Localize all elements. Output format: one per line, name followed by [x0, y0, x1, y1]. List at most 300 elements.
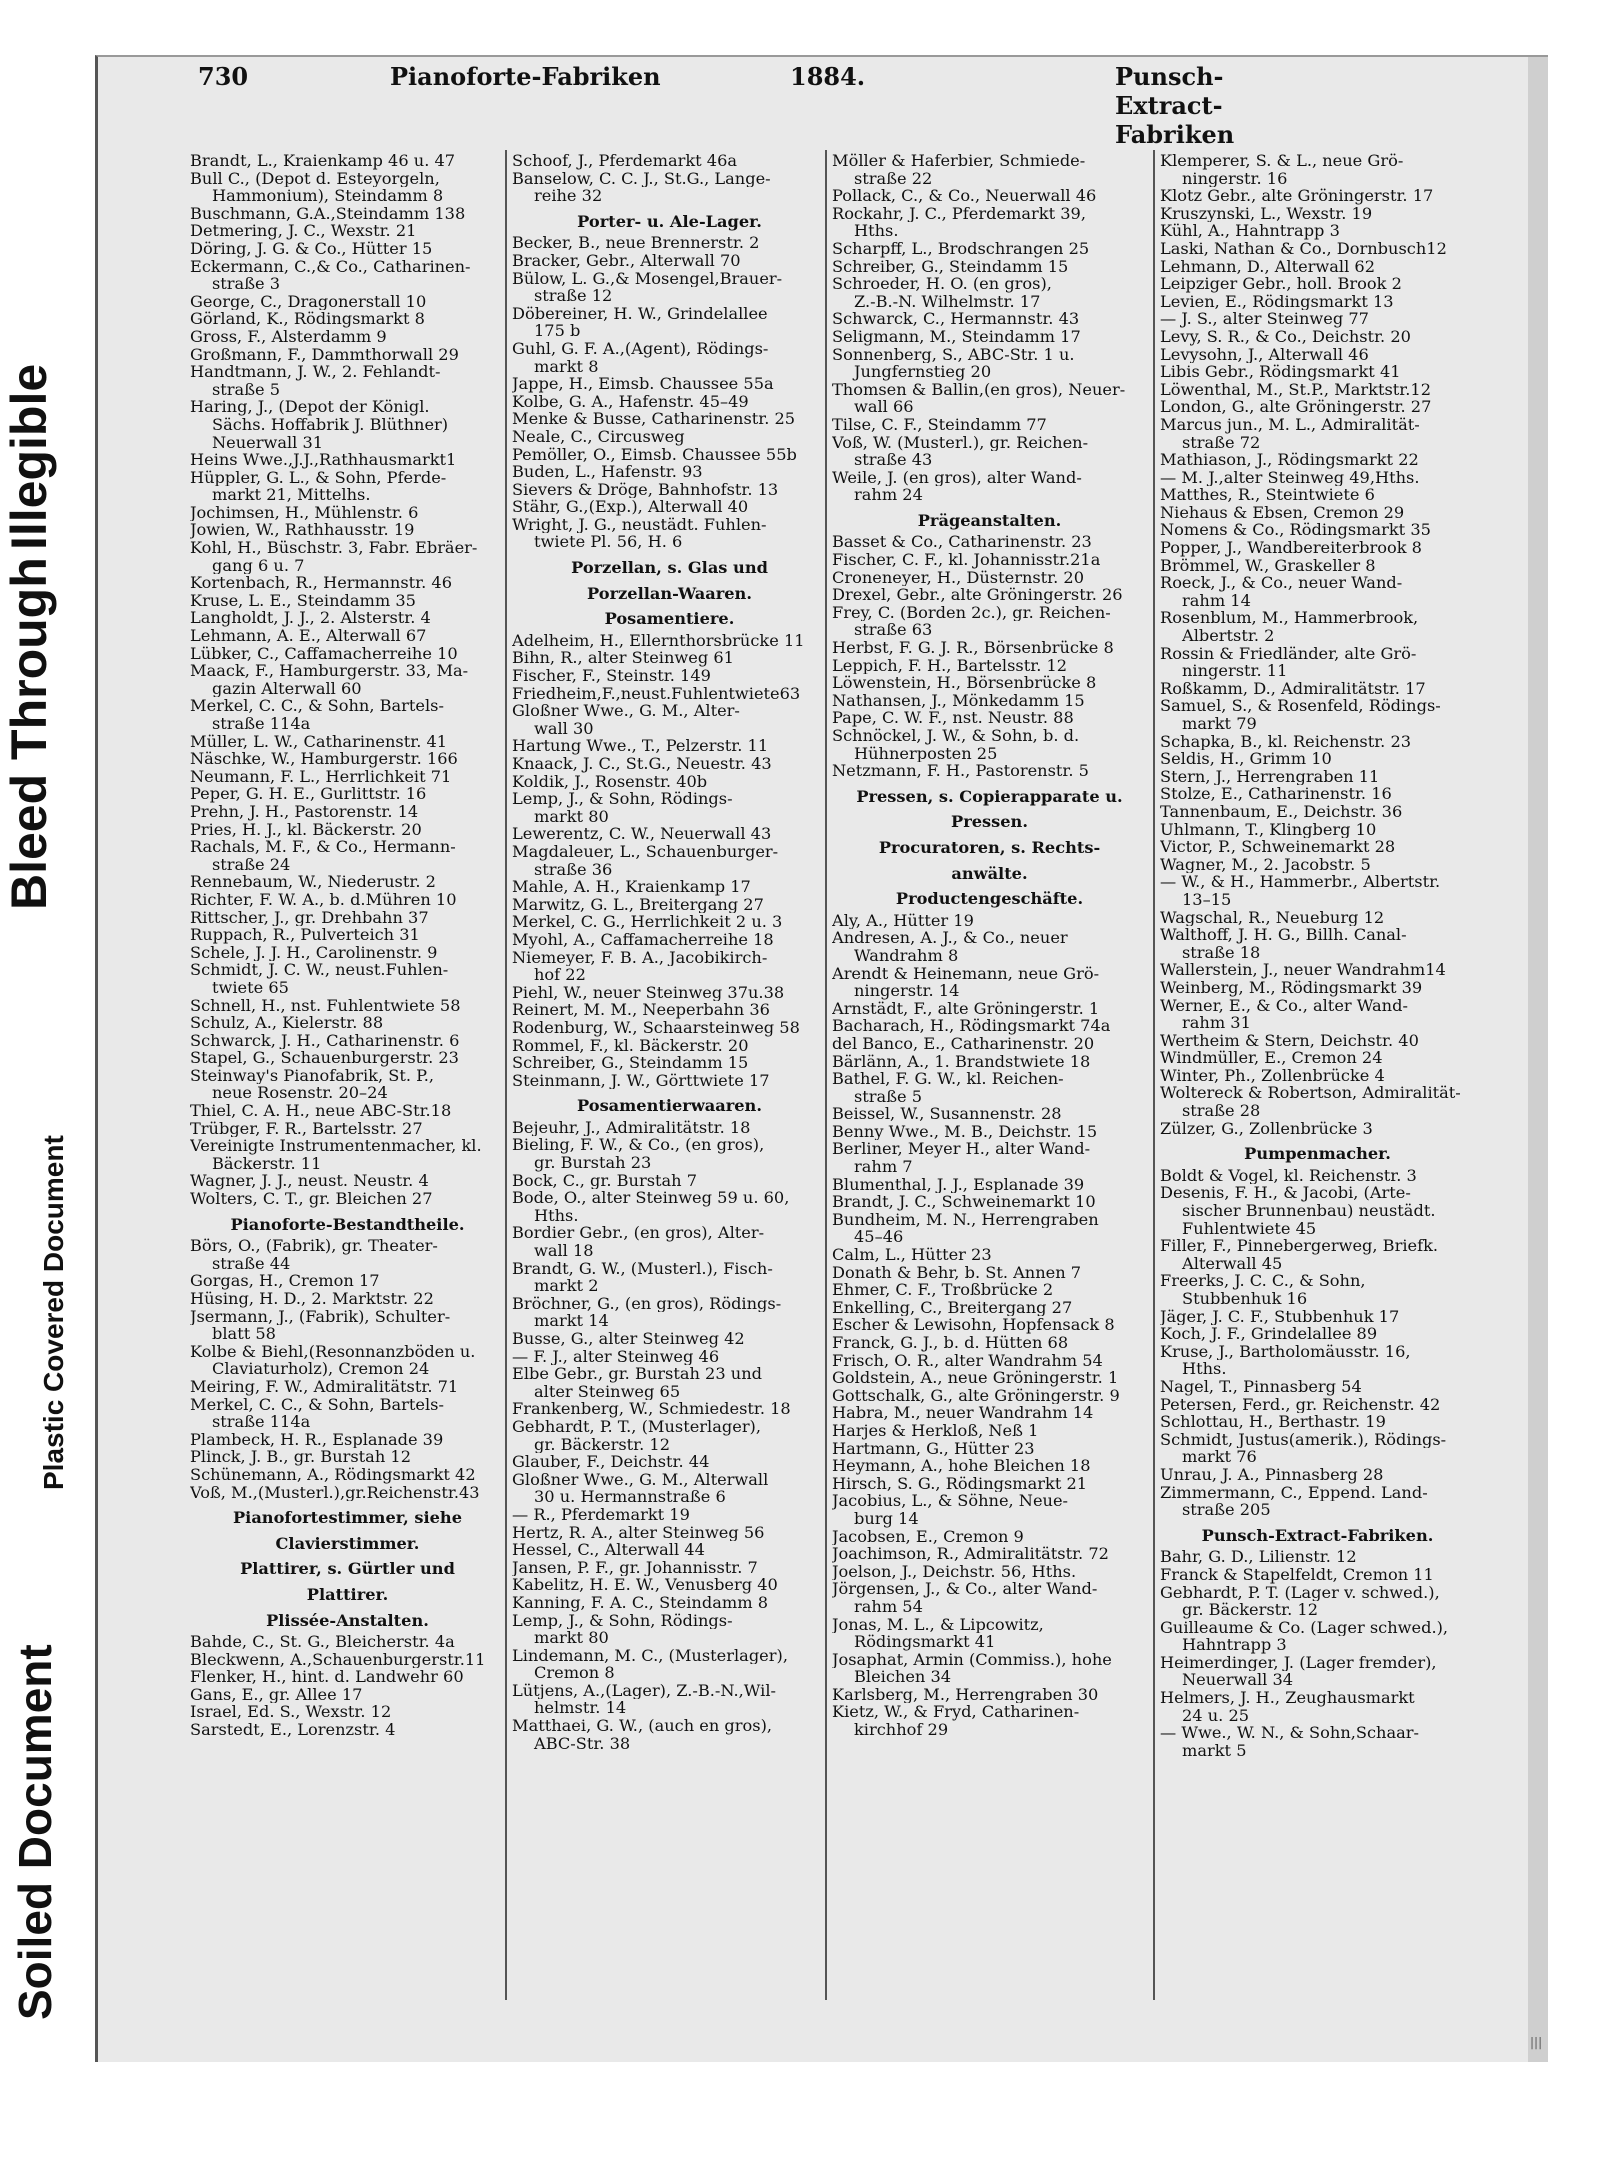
directory-entry: Thiel, C. A. H., neue ABC-Str.18	[190, 1102, 452, 1120]
directory-entry: Bordier Gebr., (en gros), Alter-	[512, 1224, 765, 1243]
directory-entry: Hessel, C., Alterwall 44	[512, 1541, 705, 1559]
directory-entry: Richter, F. W. A., b. d.Mühren 10	[190, 890, 457, 909]
directory-entry: Trübger, F. R., Bartelsstr. 27	[190, 1119, 423, 1138]
directory-entry: Peper, G. H. E., Gurlittstr. 16	[190, 785, 427, 803]
directory-entry: Libis Gebr., Rödingsmarkt 41	[1160, 363, 1401, 381]
directory-entry: Heimerdinger, J. (Lager fremder),	[1160, 1653, 1437, 1672]
entry-continuation: markt 21, Mittelhs.	[212, 486, 371, 504]
directory-entry: Jäger, J. C. F., Stubbenhuk 17	[1160, 1307, 1400, 1326]
directory-entry: Döbereiner, H. W., Grindelallee	[512, 304, 768, 323]
directory-entry: Jonas, M. L., & Lipcowitz,	[832, 1615, 1044, 1634]
directory-entry: Großmann, F., Dammthorwall 29	[190, 345, 459, 364]
entry-continuation: hof 22	[534, 966, 586, 984]
section-heading: Productengeschäfte.	[895, 889, 1084, 909]
directory-entry: Heymann, A., hohe Bleichen 18	[832, 1457, 1091, 1475]
directory-entry: Jörgensen, J., & Co., alter Wand-	[832, 1580, 1098, 1598]
entry-continuation: markt 80	[534, 807, 609, 826]
column-divider	[505, 150, 507, 2000]
directory-entry: Israel, Ed. S., Wexstr. 12	[190, 1703, 392, 1722]
directory-entry: Wertheim & Stern, Deichstr. 40	[1160, 1031, 1419, 1050]
directory-entry: Aly, A., Hütter 19	[832, 911, 974, 930]
directory-entry: Weinberg, M., Rödingsmarkt 39	[1160, 978, 1423, 997]
directory-entry: Guhl, G. F. A.,(Agent), Rödings-	[512, 339, 769, 358]
directory-entry: Herbst, F. G. J. R., Börsenbrücke 8	[832, 639, 1114, 657]
directory-entry: Kruse, J., Bartholomäusstr. 16,	[1160, 1342, 1411, 1361]
directory-entry: Levien, E., Rödingsmarkt 13	[1160, 292, 1394, 311]
directory-entry: — R., Pferdemarkt 19	[512, 1505, 690, 1524]
directory-entry: Lewerentz, C. W., Neuerwall 43	[512, 825, 772, 843]
directory-entry: Adelheim, H., Ellernthorsbrücke 11	[512, 631, 805, 650]
directory-entry: Levy, S. R., & Co., Deichstr. 20	[1160, 327, 1411, 346]
directory-entry: Tilse, C. F., Steindamm 77	[832, 415, 1047, 434]
directory-entry: Vereinigte Instrumentenmacher, kl.	[190, 1137, 482, 1155]
section-heading: Pumpenmacher.	[1244, 1144, 1391, 1164]
directory-entry: Scharpff, L., Brodschrangen 25	[832, 239, 1090, 258]
section-heading: Porzellan-Waaren.	[587, 583, 752, 603]
directory-entry: Pape, C. W. F., nst. Neustr. 88	[832, 709, 1074, 727]
directory-entry: Buden, L., Hafenstr. 93	[512, 463, 703, 481]
directory-entry: Schreiber, G., Steindamm 15	[512, 1054, 749, 1072]
directory-entry: Rossin & Friedländer, alte Grö-	[1160, 644, 1417, 663]
section-heading: Plattirer.	[306, 1584, 389, 1604]
directory-entry: Zimmermann, C., Eppend. Land-	[1160, 1483, 1428, 1502]
directory-entry: Levysohn, J., Alterwall 46	[1160, 345, 1369, 364]
directory-entry: Glauber, F., Deichstr. 44	[512, 1453, 710, 1471]
entry-continuation: straße 43	[854, 451, 933, 469]
section-heading: Pianoforte-Bestandtheile.	[230, 1214, 465, 1234]
directory-entry: Desenis, F. H., & Jacobi, (Arte-	[1160, 1184, 1411, 1203]
entry-continuation: Fuhlentwiete 45	[1182, 1219, 1317, 1238]
directory-entry: London, G., alte Gröningerstr. 27	[1160, 398, 1432, 416]
entry-continuation: straße 5	[854, 1087, 923, 1106]
directory-entry: Löwenstein, H., Börsenbrücke 8	[832, 674, 1097, 692]
directory-entry: Schünemann, A., Rödingsmarkt 42	[190, 1465, 476, 1484]
directory-entry: Bröchner, G., (en gros), Rödings-	[512, 1294, 782, 1313]
directory-entry: Jsermann, J., (Fabrik), Schulter-	[190, 1307, 451, 1326]
directory-entry: Haring, J., (Depot der Königl.	[190, 398, 430, 416]
entry-continuation: gang 6 u. 7	[212, 556, 305, 575]
entry-continuation: wall 18	[534, 1242, 594, 1260]
directory-entry: Knaack, J. C., St.G., Neuestr. 43	[512, 755, 772, 773]
directory-entry: Franck, G. J., b. d. Hütten 68	[832, 1334, 1069, 1352]
directory-entry: Lindemann, M. C., (Musterlager),	[512, 1646, 788, 1665]
entry-continuation: Neuerwall 34	[1182, 1671, 1294, 1690]
directory-entry: Lehmann, D., Alterwall 62	[1160, 257, 1376, 276]
directory-entry: Koch, J. F., Grindelallee 89	[1160, 1325, 1378, 1343]
directory-entry: Petersen, Ferd., gr. Reichenstr. 42	[1160, 1395, 1441, 1414]
entry-continuation: sischer Brunnenbau) neustädt.	[1182, 1202, 1436, 1220]
directory-entry: Gebhardt, P. T. (Lager v. schwed.),	[1160, 1583, 1440, 1602]
directory-entry: Bülow, L. G.,& Mosengel,Brauer-	[512, 269, 783, 288]
header-left-title: Pianoforte-Fabriken	[390, 62, 661, 91]
directory-entry: Döring, J. G. & Co., Hütter 15	[190, 239, 433, 258]
entry-continuation: Hths.	[534, 1206, 579, 1225]
directory-entry: Netzmann, F. H., Pastorenstr. 5	[832, 762, 1089, 780]
directory-entry: Friedheim,F.,neust.Fuhlentwiete63	[512, 684, 801, 703]
directory-entry: Harjes & Herkloß, Neß 1	[832, 1421, 1039, 1440]
directory-entry: Escher & Lewisohn, Hopfensack 8	[832, 1316, 1115, 1334]
directory-entry: Hartmann, G., Hütter 23	[832, 1439, 1035, 1458]
column-2	[512, 152, 827, 1752]
directory-entry: Mathiason, J., Rödingsmarkt 22	[1160, 451, 1419, 469]
directory-entry: Buschmann, G.A.,Steindamm 138	[190, 204, 466, 223]
side-label-bleed: Bleed Through	[1, 557, 57, 910]
entry-continuation: ningerstr. 16	[1182, 169, 1288, 188]
entry-continuation: Sächs. Hoffabrik J. Blüthner)	[212, 415, 449, 434]
directory-entry: Lehmann, A. E., Alterwall 67	[190, 627, 427, 645]
entry-continuation: rahm 31	[1182, 1014, 1251, 1032]
directory-entry: — Wwe., W. N., & Sohn,Schaar-	[1160, 1724, 1419, 1742]
directory-entry: Bracker, Gebr., Alterwall 70	[512, 251, 741, 270]
directory-entry: Bacharach, H., Rödingsmarkt 74a	[832, 1017, 1111, 1035]
directory-entry: Croneneyer, H., Düsternstr. 20	[832, 568, 1085, 587]
directory-entry: Ehmer, C. F., Troßbrücke 2	[832, 1281, 1054, 1299]
directory-entry: Kohl, H., Büschstr. 3, Fabr. Ebräer-	[190, 539, 478, 557]
section-heading: Posamentierwaaren.	[577, 1096, 762, 1116]
entry-continuation: markt 80	[534, 1629, 609, 1647]
directory-entry: Görland, K., Rödingsmarkt 8	[190, 310, 425, 328]
directory-entry: Rommel, F., kl. Bäckerstr. 20	[512, 1036, 749, 1055]
entry-continuation: rahm 7	[854, 1158, 913, 1176]
directory-entry: Frankenberg, W., Schmiedestr. 18	[512, 1400, 791, 1418]
entry-continuation: Z.-B.-N. Wilhelmstr. 17	[854, 292, 1041, 311]
directory-entry: Zülzer, G., Zollenbrücke 3	[1160, 1119, 1373, 1138]
section-heading: Posamentiere.	[604, 609, 735, 629]
entry-continuation: rahm 24	[854, 486, 923, 504]
directory-entry: Heins Wwe.,J.J.,Rathhausmarkt1	[190, 451, 457, 469]
directory-entry: Busse, G., alter Steinweg 42	[512, 1330, 745, 1348]
entry-continuation: gr. Bäckerstr. 12	[534, 1435, 671, 1454]
section-heading: Plattirer, s. Gürtler und	[240, 1559, 455, 1579]
entry-continuation: straße 5	[212, 380, 281, 399]
directory-entry: Gross, F., Alsterdamm 9	[190, 327, 387, 346]
directory-entry: Benny Wwe., M. B., Deichstr. 15	[832, 1122, 1098, 1141]
directory-entry: Kühl, A., Hahntrapp 3	[1160, 222, 1340, 240]
entry-continuation: twiete 65	[212, 978, 289, 997]
entry-continuation: straße 63	[854, 621, 933, 640]
directory-entry: Müller, L. W., Catharinenstr. 41	[190, 732, 448, 751]
directory-entry: Jochimsen, H., Mühlenstr. 6	[190, 503, 419, 522]
entry-continuation: straße 72	[1182, 433, 1261, 452]
directory-entry: Piehl, W., neuer Steinweg 37u.38	[512, 983, 785, 1002]
directory-entry: Sonnenberg, S., ABC-Str. 1 u.	[832, 345, 1075, 364]
section-heading: anwälte.	[951, 863, 1028, 883]
directory-entry: Handtmann, J. W., 2. Fehlandt-	[190, 363, 441, 381]
directory-entry: Marcus jun., M. L., Admiralität-	[1160, 415, 1420, 434]
directory-entry: Jowien, W., Rathhausstr. 19	[190, 521, 415, 540]
directory-entry: — J. S., alter Steinweg 77	[1160, 310, 1369, 328]
directory-entry: Nathansen, J., Mönkedamm 15	[832, 691, 1085, 710]
directory-entry: Karlsberg, M., Herrengraben 30	[832, 1685, 1099, 1704]
directory-entry: Sievers & Dröge, Bahnhofstr. 13	[512, 480, 779, 499]
column-4	[1160, 152, 1475, 1759]
directory-entry: Rockahr, J. C., Pferdemarkt 39,	[832, 204, 1086, 223]
directory-entry: Matthaei, G. W., (auch en gros),	[512, 1717, 773, 1735]
directory-entry: Gloßner Wwe., G. M., Alter-	[512, 702, 740, 720]
directory-entry: Pollack, C., & Co., Neuerwall 46	[832, 187, 1097, 205]
section-heading: Punsch-Extract-Fabriken.	[1201, 1525, 1434, 1545]
directory-entry: Bleckwenn, A.,Schauenburgerstr.11	[190, 1650, 486, 1669]
directory-entry: Schlottau, H., Berthastr. 19	[1160, 1413, 1386, 1431]
directory-entry: Enkelling, C., Breitergang 27	[832, 1298, 1073, 1317]
directory-entry: Schmidt, Justus(amerik.), Rödings-	[1160, 1430, 1447, 1449]
directory-entry: Boldt & Vogel, kl. Reichenstr. 3	[1160, 1166, 1417, 1185]
directory-entry: Magdaleuer, L., Schauenburger-	[512, 842, 779, 861]
directory-entry: Kabelitz, H. E. W., Venusberg 40	[512, 1576, 778, 1594]
directory-entry: Stolze, E., Catharinenstr. 16	[1160, 785, 1392, 803]
entry-continuation: straße 36	[534, 860, 613, 879]
entry-continuation: burg 14	[854, 1509, 919, 1528]
directory-entry: Myohl, A., Caffamacherreihe 18	[512, 930, 774, 949]
entry-continuation: Bäckerstr. 11	[212, 1154, 322, 1173]
directory-entry: Hertz, R. A., alter Steinweg 56	[512, 1523, 765, 1542]
directory-entry: Franck & Stapelfeldt, Cremon 11	[1160, 1565, 1434, 1584]
directory-entry: Hartung Wwe., T., Pelzerstr. 11	[512, 737, 769, 755]
directory-entry: Walthoff, J. H. G., Billh. Canal-	[1160, 926, 1407, 944]
directory-entry: Klemperer, S. & L., neue Grö-	[1160, 152, 1404, 170]
directory-entry: Wallerstein, J., neuer Wandrahm14	[1160, 961, 1446, 979]
entry-continuation: Hths.	[854, 222, 899, 240]
header-right-title: Punsch-Extract-Fabriken	[1115, 62, 1235, 149]
directory-entry: Basset & Co., Catharinenstr. 23	[832, 533, 1092, 552]
directory-entry: Schmidt, J. C. W., neust.Fuhlen-	[190, 961, 449, 979]
directory-entry: Bundheim, M. N., Herrengraben	[832, 1210, 1099, 1229]
directory-entry: Frisch, O. R., alter Wandrahm 54	[832, 1351, 1103, 1370]
entry-continuation: straße 205	[1182, 1501, 1271, 1519]
column-divider	[1153, 150, 1155, 2000]
entry-continuation: 24 u. 25	[1182, 1706, 1250, 1725]
directory-entry: Winter, Ph., Zollenbrücke 4	[1160, 1066, 1385, 1085]
directory-entry: Langholdt, J. J., 2. Alsterstr. 4	[190, 609, 431, 628]
directory-entry: Schnell, H., nst. Fuhlentwiete 58	[190, 996, 461, 1015]
directory-entry: Leppich, F. H., Bartelsstr. 12	[832, 656, 1068, 675]
directory-entry: Brandt, G. W., (Musterl.), Fisch-	[512, 1259, 773, 1278]
directory-entry: Rodenburg, W., Schaarsteinweg 58	[512, 1018, 800, 1037]
directory-entry: Jansen, P. F., gr. Johannisstr. 7	[512, 1558, 758, 1577]
directory-entry: Schwarck, C., Hermannstr. 43	[832, 310, 1080, 328]
directory-entry: Merkel, C. G., Herrlichkeit 2 u. 3	[512, 913, 783, 931]
directory-entry: Voß, W. (Musterl.), gr. Reichen-	[832, 433, 1089, 452]
directory-entry: Plinck, J. B., gr. Burstah 12	[190, 1448, 411, 1466]
directory-entry: Schulz, A., Kielerstr. 88	[190, 1014, 384, 1032]
directory-entry: Kortenbach, R., Hermannstr. 46	[190, 574, 453, 592]
directory-entry: Gottschalk, G., alte Gröningerstr. 9	[832, 1386, 1120, 1405]
directory-entry: Merkel, C. C., & Sohn, Bartels-	[190, 697, 444, 715]
scan-mark: |||	[1530, 2035, 1543, 2049]
entry-continuation: wall 30	[534, 719, 594, 738]
section-heading: Porzellan, s. Glas und	[571, 558, 768, 578]
directory-entry: Fischer, C. F., kl. Johannisstr.21a	[832, 551, 1101, 569]
directory-entry: Detmering, J. C., Wexstr. 21	[190, 222, 417, 240]
directory-entry: Goldstein, A., neue Gröningerstr. 1	[832, 1369, 1119, 1387]
directory-entry: Laski, Nathan & Co., Dornbusch12	[1160, 239, 1447, 258]
directory-entry: Stapel, G., Schauenburgerstr. 23	[190, 1049, 459, 1067]
entry-continuation: gazin Alterwall 60	[212, 679, 362, 698]
directory-entry: Lemp, J., & Sohn, Rödings-	[512, 790, 733, 808]
directory-entry: Bieling, F. W., & Co., (en gros),	[512, 1136, 765, 1155]
entry-continuation: Albertstr. 2	[1182, 627, 1275, 645]
directory-entry: Wright, J. G., neustädt. Fuhlen-	[512, 515, 767, 534]
directory-entry: Tannenbaum, E., Deichstr. 36	[1160, 802, 1403, 821]
entry-continuation: wall 66	[854, 398, 914, 416]
directory-entry: Brömmel, W., Graskeller 8	[1160, 556, 1376, 575]
entry-continuation: Bleichen 34	[854, 1668, 952, 1686]
directory-entry: Wagschal, R., Neueburg 12	[1160, 908, 1385, 927]
entry-continuation: straße 18	[1182, 943, 1261, 962]
directory-entry: Löwenthal, M., St.P., Marktstr.12	[1160, 380, 1431, 399]
entry-continuation: straße 114a	[212, 1413, 311, 1431]
entry-continuation: Hahntrapp 3	[1182, 1636, 1287, 1654]
entry-continuation: 175 b	[534, 322, 581, 340]
directory-entry: Schoof, J., Pferdemarkt 46a	[512, 152, 738, 170]
directory-entry: Bathel, F. G. W., kl. Reichen-	[832, 1070, 1064, 1088]
directory-entry: Schnöckel, J. W., & Sohn, b. d.	[832, 727, 1080, 745]
directory-entry: Voß, M.,(Musterl.),gr.Reichenstr.43	[190, 1483, 480, 1502]
entry-continuation: helmstr. 14	[534, 1699, 627, 1718]
directory-entry: Blumenthal, J. J., Esplanade 39	[832, 1175, 1085, 1194]
entry-continuation: blatt 58	[212, 1325, 276, 1343]
entry-continuation: markt 8	[534, 357, 599, 376]
directory-entry: Windmüller, E., Cremon 24	[1160, 1049, 1383, 1067]
directory-entry: Plambeck, H. R., Esplanade 39	[190, 1430, 444, 1449]
directory-entry: Näschke, W., Hamburgerstr. 166	[190, 750, 458, 768]
entry-continuation: ABC-Str. 38	[534, 1734, 631, 1753]
directory-entry: Roeck, J., & Co., neuer Wand-	[1160, 574, 1403, 592]
directory-entry: Niehaus & Ebsen, Cremon 29	[1160, 503, 1405, 522]
directory-entry: Brandt, J. C., Schweinemarkt 10	[832, 1193, 1096, 1211]
entry-continuation: alter Steinweg 65	[534, 1382, 681, 1401]
directory-entry: Gorgas, H., Cremon 17	[190, 1272, 380, 1290]
directory-entry: Freerks, J. C. C., & Sohn,	[1160, 1272, 1366, 1290]
directory-entry: Sarstedt, E., Lorenzstr. 4	[190, 1721, 396, 1739]
column-3	[832, 152, 1147, 1739]
directory-entry: Brandt, L., Kraienkamp 46 u. 47	[190, 152, 456, 170]
directory-entry: Bode, O., alter Steinweg 59 u. 60,	[512, 1189, 790, 1207]
directory-entry: Kolbe & Biehl,(Resonnanzböden u.	[190, 1342, 476, 1361]
directory-entry: Hüppler, G. L., & Sohn, Pferde-	[190, 468, 447, 487]
directory-entry: Samuel, S., & Rosenfeld, Rödings-	[1160, 697, 1441, 715]
directory-entry: Becker, B., neue Brennerstr. 2	[512, 234, 760, 252]
directory-entry: Bock, C., gr. Burstah 7	[512, 1171, 698, 1190]
directory-entry: Victor, P., Schweinemarkt 28	[1160, 838, 1396, 856]
directory-entry: Neumann, F. L., Herrlichkeit 71	[190, 767, 452, 786]
directory-entry: Bejeuhr, J., Admiralitätstr. 18	[512, 1118, 751, 1137]
directory-entry: Pemöller, O., Eimsb. Chaussee 55b	[512, 445, 797, 464]
side-label-illegible: Illegible	[1, 363, 57, 550]
side-label-soiled: Soiled Document	[9, 1644, 61, 2020]
directory-entry: Donath & Behr, b. St. Annen 7	[832, 1263, 1082, 1282]
entry-continuation: straße 28	[1182, 1102, 1261, 1120]
section-heading: Pressen.	[951, 812, 1028, 832]
directory-entry: Arendt & Heinemann, neue Grö-	[832, 964, 1100, 983]
directory-entry: Bull C., (Depot d. Esteyorgeln,	[190, 169, 440, 188]
entry-continuation: rahm 14	[1182, 591, 1251, 610]
directory-entry: Roßkamm, D., Admiralitätstr. 17	[1160, 679, 1426, 698]
section-heading: Clavierstimmer.	[275, 1533, 420, 1553]
directory-entry: Meiring, F. W., Admiralitätstr. 71	[190, 1377, 459, 1396]
directory-entry: Lübker, C., Caffamacherreihe 10	[190, 644, 458, 663]
page-number: 730	[198, 62, 249, 91]
directory-entry: Kietz, W., & Fryd, Catharinen-	[832, 1703, 1080, 1722]
entry-continuation: Wandrahm 8	[854, 946, 959, 965]
directory-entry: Frey, C. (Borden 2c.), gr. Reichen-	[832, 603, 1111, 622]
entry-continuation: markt 5	[1182, 1741, 1247, 1760]
directory-entry: Weile, J. (en gros), alter Wand-	[832, 468, 1082, 487]
directory-entry: Rennebaum, W., Niederustr. 2	[190, 873, 436, 891]
directory-entry: Uhlmann, T., Klingberg 10	[1160, 820, 1377, 839]
directory-entry: Stern, J., Herrengraben 11	[1160, 767, 1380, 786]
directory-entry: Schreiber, G., Steindamm 15	[832, 257, 1069, 276]
directory-entry: — W., & H., Hammerbr., Albertstr.	[1160, 873, 1441, 891]
directory-entry: George, C., Dragonerstall 10	[190, 292, 427, 311]
directory-entry: Gloßner Wwe., G. M., Alterwall	[512, 1470, 769, 1489]
directory-entry: Klotz Gebr., alte Gröningerstr. 17	[1160, 187, 1434, 205]
directory-entry: Thomsen & Ballin,(en gros), Neuer-	[832, 380, 1126, 399]
entry-continuation: Rödingsmarkt 41	[854, 1633, 996, 1651]
directory-entry: Kruszynski, L., Wexstr. 19	[1160, 204, 1373, 223]
directory-entry: Kruse, L. E., Steindamm 35	[190, 591, 416, 610]
directory-entry: Mahle, A. H., Kraienkamp 17	[512, 878, 751, 896]
entry-continuation: straße 12	[534, 287, 613, 305]
directory-entry: Ruppach, R., Pulverteich 31	[190, 926, 420, 944]
entry-continuation: Alterwall 45	[1182, 1254, 1283, 1273]
directory-entry: Gans, E., gr. Allee 17	[190, 1685, 363, 1704]
directory-entry: Neale, C., Circusweg	[512, 427, 685, 446]
directory-entry: Helmers, J. H., Zeughausmarkt	[1160, 1689, 1415, 1707]
section-heading: Procuratoren, s. Rechts-	[878, 837, 1101, 857]
entry-continuation: markt 2	[534, 1277, 599, 1295]
directory-entry: Kolbe, G. A., Hafenstr. 45–49	[512, 392, 749, 411]
directory-entry: Prehn, J. H., Pastorenstr. 14	[190, 802, 419, 821]
directory-entry: Schroeder, H. O. (en gros),	[832, 275, 1052, 293]
directory-entry: Hüsing, H. D., 2. Marktstr. 22	[190, 1290, 434, 1308]
directory-entry: Berliner, Meyer H., alter Wand-	[832, 1140, 1091, 1159]
directory-entry: Josaphat, Armin (Commiss.), hohe	[832, 1650, 1112, 1669]
section-heading: Porter- u. Ale-Lager.	[577, 211, 762, 231]
directory-entry: Rachals, M. F., & Co., Hermann-	[190, 838, 456, 856]
entry-continuation: straße 3	[212, 275, 281, 293]
directory-entry: Arnstädt, F., alte Gröningerstr. 1	[832, 999, 1100, 1018]
directory-entry: Wolters, C. T., gr. Bleichen 27	[190, 1190, 433, 1208]
directory-entry: Schele, J. J. H., Carolinenstr. 9	[190, 943, 438, 962]
side-label-plastic: Plastic Covered Document	[38, 1135, 69, 1490]
entry-continuation: Hühnerposten 25	[854, 744, 998, 763]
entry-continuation: gr. Bäckerstr. 12	[1182, 1601, 1319, 1619]
page-header	[100, 62, 1280, 149]
directory-entry: — M. J.,alter Steinweg 49,Hths.	[1160, 468, 1420, 487]
directory-entry: Nomens & Co., Rödingsmarkt 35	[1160, 521, 1431, 540]
entry-continuation: reihe 32	[534, 187, 603, 205]
directory-entry: Jappe, H., Eimsb. Chaussee 55a	[512, 375, 774, 393]
directory-entry: Unrau, J. A., Pinnasberg 28	[1160, 1465, 1384, 1484]
directory-entry: Habra, M., neuer Wandrahm 14	[832, 1404, 1094, 1422]
entry-continuation: Hths.	[1182, 1360, 1227, 1378]
directory-entry: Maack, F., Hamburgerstr. 33, Ma-	[190, 662, 469, 680]
directory-entry: Börs, O., (Fabrik), gr. Theater-	[190, 1237, 438, 1255]
entry-continuation: markt 14	[534, 1312, 609, 1330]
entry-continuation: markt 76	[1182, 1448, 1257, 1466]
directory-entry: Bahr, G. D., Lilienstr. 12	[1160, 1548, 1357, 1566]
directory-entry: Wagner, J. J., neust. Neustr. 4	[190, 1172, 429, 1191]
directory-entry: Seligmann, M., Steindamm 17	[832, 327, 1081, 346]
entry-continuation: straße 114a	[212, 715, 311, 733]
entry-continuation: twiete Pl. 56, H. 6	[534, 533, 683, 552]
directory-entry: Wagner, M., 2. Jacobstr. 5	[1160, 855, 1371, 874]
directory-entry: del Banco, E., Catharinenstr. 20	[832, 1034, 1095, 1053]
entry-continuation: 45–46	[854, 1228, 904, 1247]
section-heading: Pressen, s. Copierapparate u.	[856, 786, 1123, 806]
entry-continuation: Neuerwall 31	[212, 433, 324, 452]
